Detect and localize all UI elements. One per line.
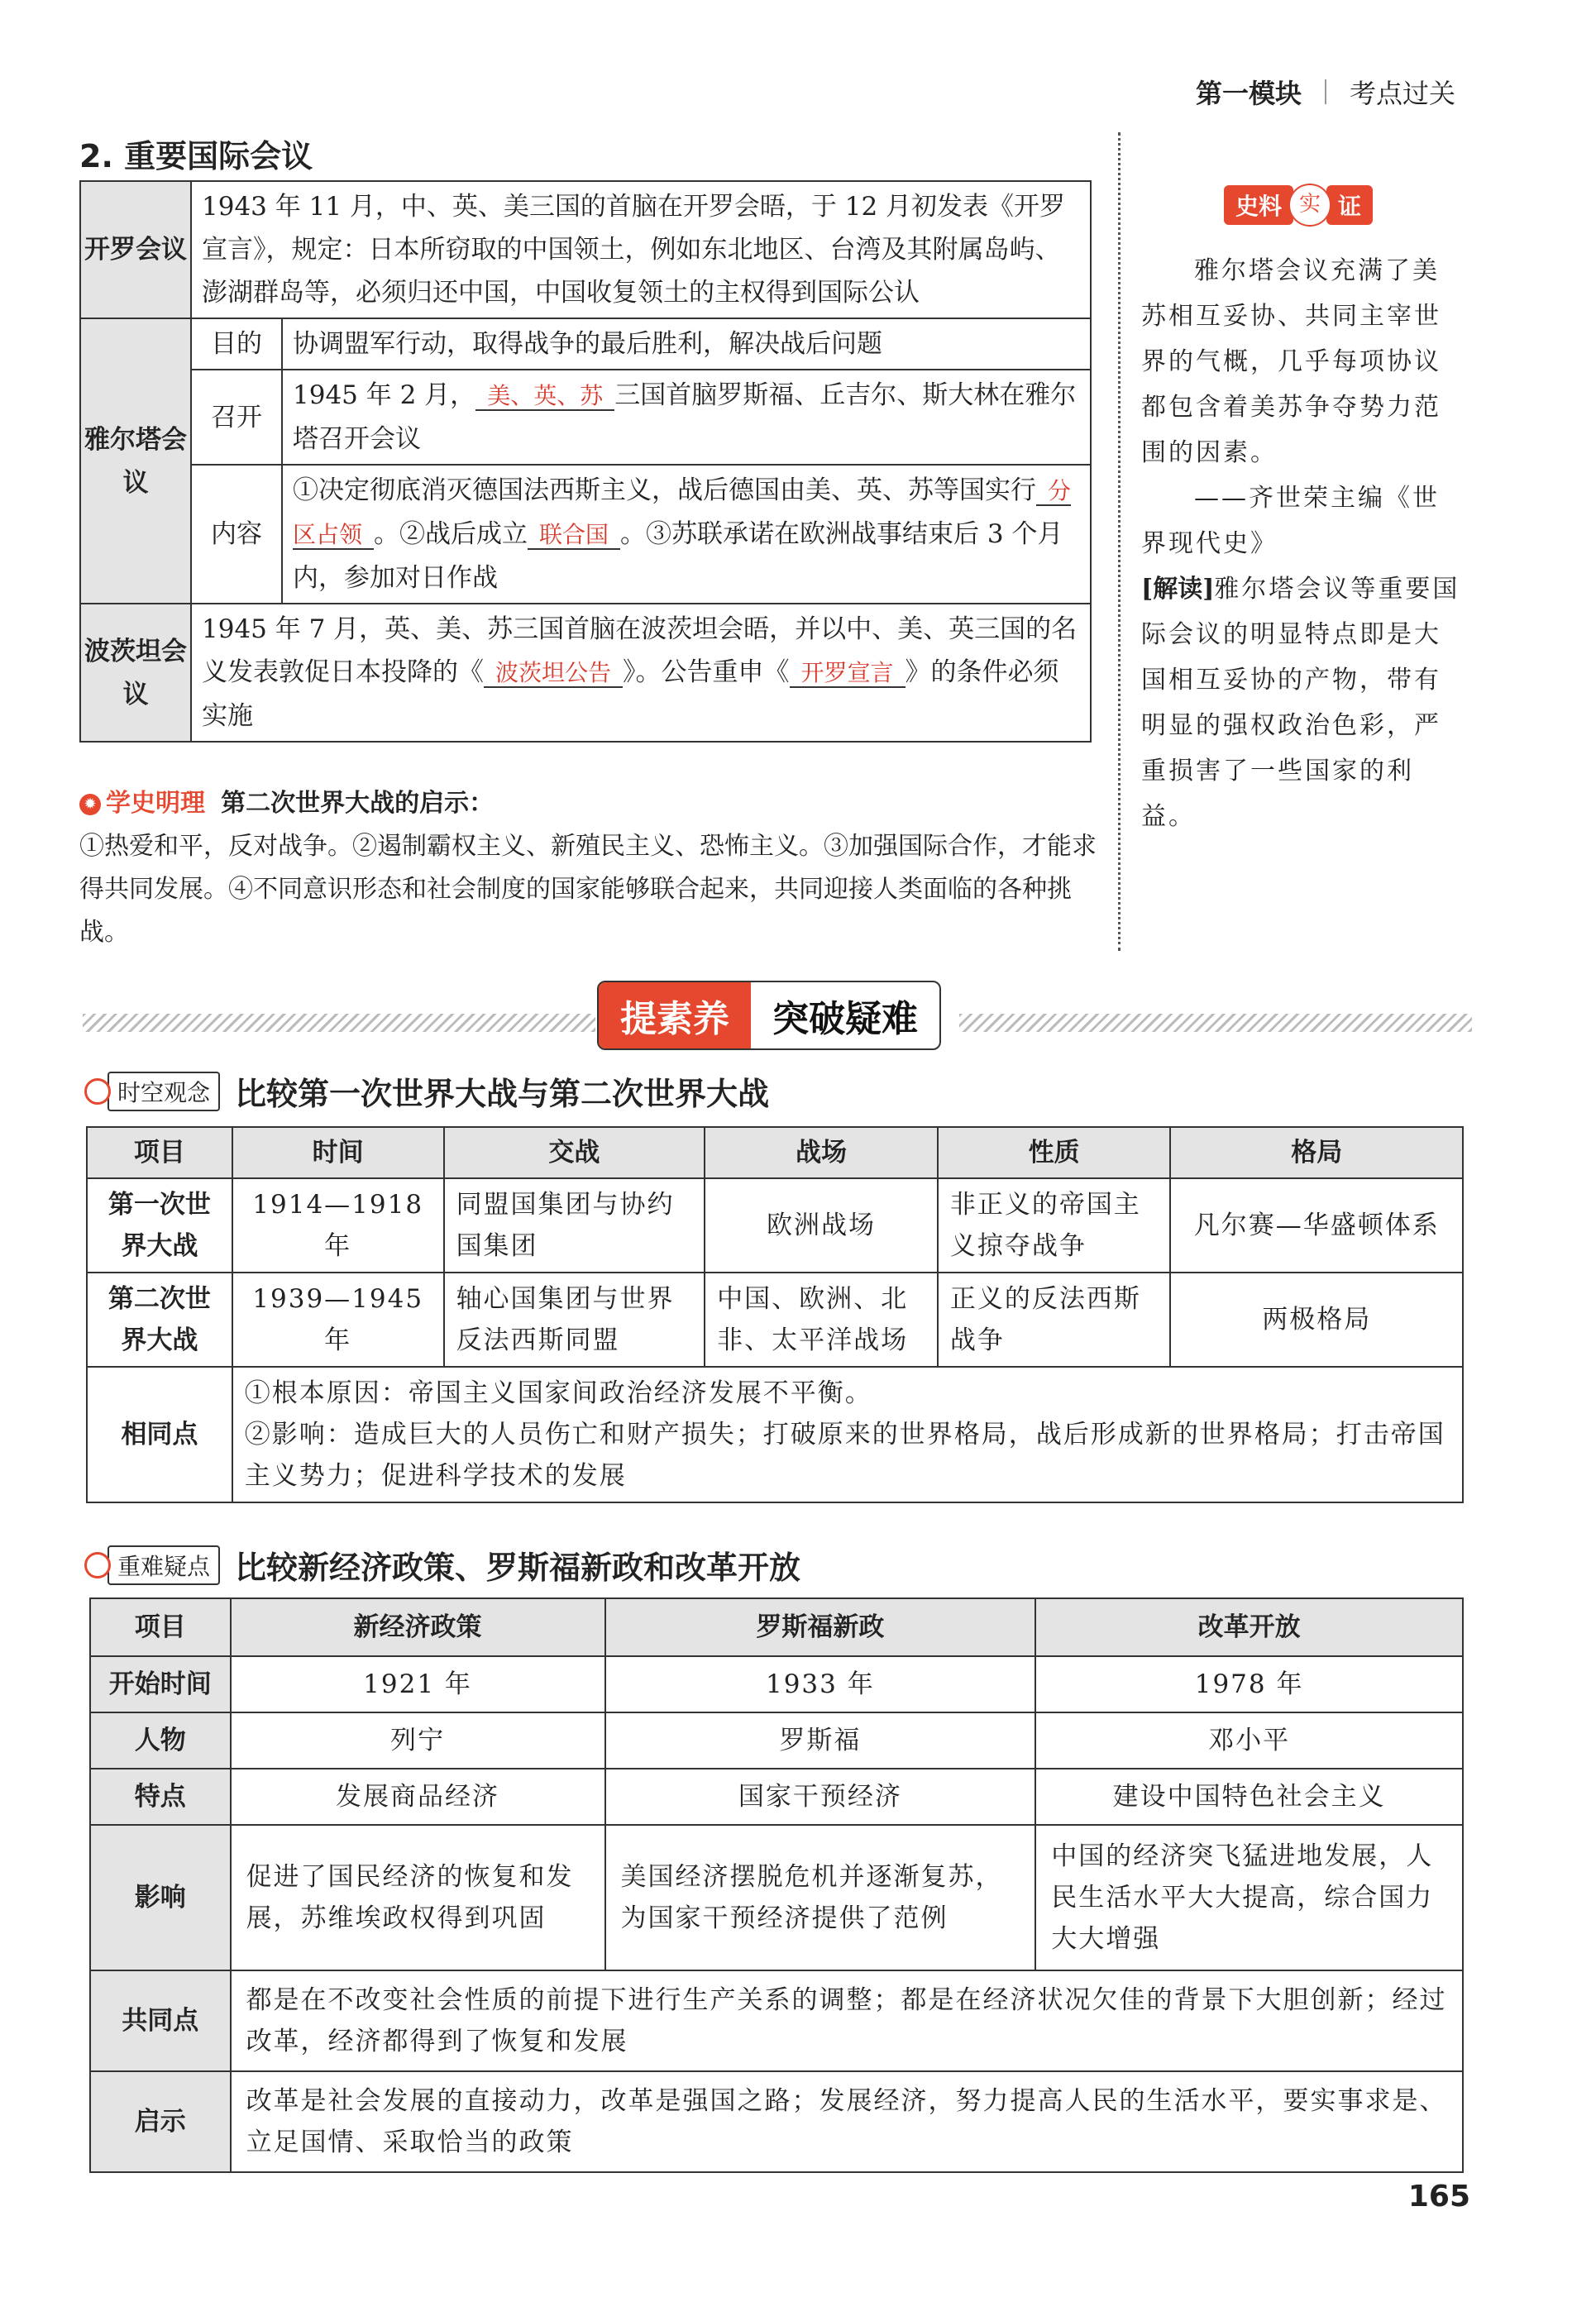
table-cell: 凡尔赛—华盛顿体系 — [1170, 1178, 1463, 1273]
table-row — [90, 1656, 1463, 1712]
concept-title: 比较第一次世界大战与第二次世界大战 — [235, 1076, 770, 1112]
table-cell: 罗斯福 — [605, 1712, 1036, 1769]
badge-right: 证 — [1326, 185, 1373, 225]
table-cell: 1914—1918 年 — [232, 1178, 444, 1273]
module-label: 第一模块 — [1195, 78, 1302, 109]
table-row — [80, 370, 1091, 465]
cairo-label: 开罗会议 — [80, 181, 191, 318]
yalta-held — [282, 370, 1091, 465]
concept-heading — [108, 1068, 769, 1114]
yalta-purpose-label: 目的 — [191, 318, 282, 370]
insight-text: ①热爱和平，反对战争。②遏制霸权主义、新殖民主义、恐怖主义。③加强国际合作，才能求得共同发展。④不同意识形态和社会制度的国家能够联合起来，共同迎接人类面临的各种挑战。 — [79, 832, 1097, 947]
evidence-badge — [1224, 184, 1373, 227]
yalta-held-label: 召开 — [191, 370, 282, 465]
common-point-1: ①根本原因：帝国主义国家间政治经济发展不平衡。 — [244, 1378, 872, 1408]
banner-stripe-left — [83, 1014, 595, 1032]
evidence-source: ——齐世荣主编《世界现代史》 — [1141, 484, 1440, 558]
yalta-label: 雅尔塔会议 — [80, 318, 191, 604]
table-cell: 促进了国民经济的恢复和发展，苏维埃政权得到巩固 — [231, 1825, 605, 1970]
badge-mid: 实 — [1288, 184, 1331, 227]
table-cell: 建设中国特色社会主义 — [1035, 1769, 1463, 1825]
table-cell: 同盟国集团与协约国集团 — [444, 1178, 705, 1273]
fill-blank: 联合国 — [528, 521, 620, 550]
column-header: 格局 — [1170, 1127, 1463, 1178]
evidence-interpretation — [1141, 566, 1464, 839]
column-header: 战场 — [705, 1127, 938, 1178]
text-span: 1945 年 2 月， — [293, 380, 476, 410]
row-header: 人物 — [90, 1712, 231, 1769]
table-cell: 1933 年 — [605, 1656, 1036, 1712]
text-span: 》的条件必须实施 — [202, 657, 1059, 731]
page-number: 165 — [1407, 2180, 1470, 2214]
table-cell: 都是在不改变社会性质的前提下进行生产关系的调整；都是在经济状况欠佳的背景下大胆创新；经过改革，经济都得到了恢复和发展 — [231, 1970, 1463, 2071]
table-row — [80, 318, 1091, 370]
yalta-content — [282, 465, 1091, 604]
concept-tag — [108, 1072, 220, 1111]
table-cell: 改革是社会发展的直接动力，改革是强国之路；发展经济，努力提高人民的生活水平，要实事求是、立足国情、采取恰当的政策 — [231, 2071, 1463, 2172]
table-cell: 列宁 — [231, 1712, 605, 1769]
table-row — [90, 1712, 1463, 1769]
text-span: 。③苏联承诺在欧洲战事结束后 3 个月内，参加对日作战 — [293, 519, 1063, 593]
table-row — [80, 181, 1091, 318]
table-cell — [232, 1367, 1463, 1502]
swirl-icon — [84, 1552, 111, 1578]
table-cell: 正义的反法西斯战争 — [938, 1273, 1171, 1367]
banner-right: 突破疑难 — [772, 998, 918, 1040]
banner-stripe-right — [959, 1014, 1472, 1032]
table-cell: 轴心国集团与世界反法西斯同盟 — [444, 1273, 705, 1367]
table-row — [90, 2071, 1463, 2172]
table-cell: 两极格局 — [1170, 1273, 1463, 1367]
yalta-purpose: 协调盟军行动，取得战争的最后胜利，解决战后问题 — [282, 318, 1091, 370]
table-cell: 非正义的帝国主义掠夺战争 — [938, 1178, 1171, 1273]
table-cell: 1921 年 — [231, 1656, 605, 1712]
text-span: 1945 年 7 月，英、美、苏三国首脑在波茨坦会晤，并以中、美、英三国的名义发表敦促日本投降的《 — [202, 614, 1078, 687]
table-cell: 发展商品经济 — [231, 1769, 605, 1825]
evidence-box — [1141, 248, 1464, 839]
column-header: 时间 — [232, 1127, 444, 1178]
header-divider — [1325, 79, 1326, 104]
column-header: 项目 — [87, 1127, 232, 1178]
insight-tag: 学史明理 — [106, 789, 205, 818]
table-row — [90, 1970, 1463, 2071]
yalta-content-label: 内容 — [191, 465, 282, 604]
table-row — [80, 465, 1091, 604]
section-label: 考点过关 — [1349, 78, 1455, 109]
row-header: 第二次世界大战 — [87, 1273, 232, 1367]
potsdam-text — [191, 604, 1091, 742]
common-point-2: ②影响：造成巨大的人员伤亡和财产损失；打破原来的世界格局，战后形成新的世界格局；打击帝国主义势力；促进科学技术的发展 — [244, 1420, 1445, 1491]
conference-table — [79, 180, 1092, 743]
concept-title: 比较新经济政策、罗斯福新政和改革开放 — [235, 1550, 801, 1586]
tag-text: 时空观念 — [117, 1078, 211, 1106]
column-header: 罗斯福新政 — [605, 1598, 1036, 1656]
table-cell: 邓小平 — [1035, 1712, 1463, 1769]
column-header: 新经济政策 — [231, 1598, 605, 1656]
fill-blank: 开罗宣言 — [790, 659, 906, 688]
interpretation-text: 雅尔塔会议等重要国际会议的明显特点即是大国相互妥协的产物，带有明显的强权政治色彩，严重损害了一些国家的利益。 — [1141, 575, 1460, 831]
table-row — [90, 1825, 1463, 1970]
swirl-icon — [84, 1078, 111, 1105]
page-header — [1196, 73, 1455, 111]
column-header: 改革开放 — [1035, 1598, 1463, 1656]
text-span: ①决定彻底消灭德国法西斯主义，战后德国由美、英、苏等国实行 — [293, 475, 1036, 505]
concept-heading — [108, 1542, 800, 1588]
text-span: 》。公告重申《 — [623, 657, 790, 687]
column-header: 交战 — [444, 1127, 705, 1178]
table-row — [80, 604, 1091, 742]
row-header: 相同点 — [87, 1367, 232, 1502]
interpretation-label: [解读] — [1141, 575, 1215, 604]
row-header: 开始时间 — [90, 1656, 231, 1712]
table-cell: 国家干预经济 — [605, 1769, 1036, 1825]
table-row — [87, 1178, 1463, 1273]
row-header: 影响 — [90, 1825, 231, 1970]
text-span: 。②战后成立 — [374, 519, 528, 549]
section-title: 2. 重要国际会议 — [79, 138, 313, 174]
table-header — [87, 1127, 1463, 1178]
concept-tag — [108, 1545, 220, 1585]
table-cell: 中国、欧洲、北非、太平洋战场 — [705, 1273, 938, 1367]
cairo-text: 1943 年 11 月，中、英、美三国的首脑在开罗会晤，于 12 月初发表《开罗宣言》，规定：日本所窃取的中国领土，例如东北地区、台湾及其附属岛屿、澎湖群岛等，必须归还中国，中国收复领土的主权得到国际公认 — [191, 181, 1091, 318]
text-span: 三国首脑罗斯福、丘吉尔、斯大林在雅尔塔召开会议 — [293, 380, 1077, 454]
row-header: 特点 — [90, 1769, 231, 1825]
table-cell: 中国的经济突飞猛进地发展，人民生活水平大大提高，综合国力大大增强 — [1035, 1825, 1463, 1970]
row-header: 第一次世界大战 — [87, 1178, 232, 1273]
row-header: 共同点 — [90, 1970, 231, 2071]
fill-blank: 分区占领 — [293, 477, 1072, 548]
table-row — [90, 1769, 1463, 1825]
column-header: 性质 — [938, 1127, 1171, 1178]
section-banner — [597, 981, 941, 1050]
table-cell: 欧洲战场 — [705, 1178, 938, 1273]
table-row — [87, 1367, 1463, 1502]
badge-left: 史料 — [1224, 185, 1293, 225]
row-header: 启示 — [90, 2071, 231, 2172]
table-header — [90, 1598, 1463, 1656]
table-cell: 美国经济摆脱危机并逐渐复苏，为国家干预经济提供了范例 — [605, 1825, 1036, 1970]
evidence-quote: 雅尔塔会议充满了美苏相互妥协、共同主宰世界的气概，几乎每项协议都包含着美苏争夺势力范围的因素。 — [1141, 256, 1441, 467]
insight-box — [79, 782, 1105, 954]
tag-text: 重难疑点 — [117, 1552, 211, 1580]
sun-icon: ✹ — [79, 794, 101, 815]
fill-blank: 波茨坦公告 — [484, 659, 623, 688]
banner-left: 提素养 — [599, 982, 751, 1048]
fill-blank: 美、英、苏 — [475, 382, 614, 411]
column-divider — [1118, 132, 1121, 951]
insight-lead: 第二次世界大战的启示： — [221, 789, 495, 818]
reforms-table — [89, 1597, 1464, 2173]
table-cell: 1978 年 — [1035, 1656, 1463, 1712]
wars-table — [86, 1126, 1464, 1503]
table-row — [87, 1273, 1463, 1367]
potsdam-label: 波茨坦会议 — [80, 604, 191, 742]
column-header: 项目 — [90, 1598, 231, 1656]
table-cell: 1939—1945 年 — [232, 1273, 444, 1367]
